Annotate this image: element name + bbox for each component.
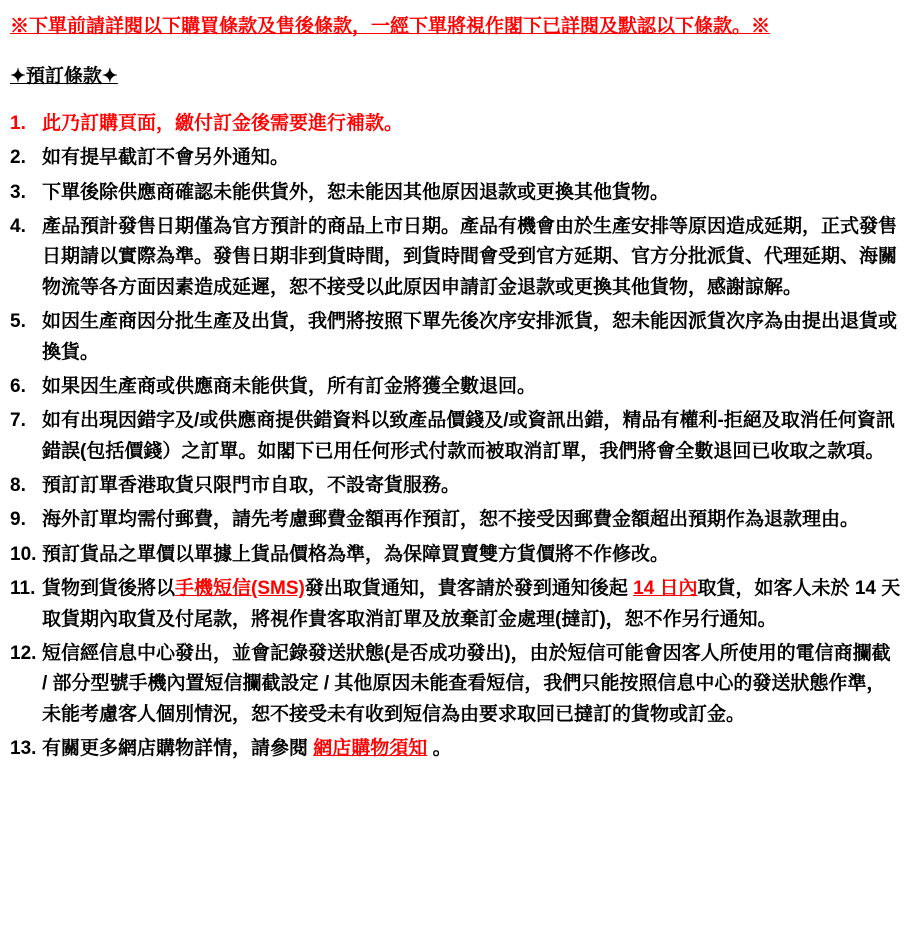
term-text-segment: 下單後除供應商確認未能供貨外，恕未能因其他原因退款或更換其他貨物。 (42, 181, 670, 203)
term-number: 3. (10, 181, 26, 203)
term-number: 8. (10, 475, 26, 497)
term-item (10, 212, 901, 303)
section-title-preorder-terms: ✦預訂條款✦ (10, 66, 118, 88)
term-text-segment: 產品預計發售日期僅為官方預計的商品上市日期。產品有機會由於生產安排等原因造成延期，正式發售日期請以實際為準。發售日期非到貨時間，到貨時間會受到官方延期、官方分批派貨、代理延期、海關物流等各方面因素造成延遲，恕不接受以此原因申請訂金退款或更換其他貨物，感謝諒解。 (42, 215, 898, 298)
term-text-segment: 短信經信息中心發出，並會記錄發送狀態(是否成功發出)，由於短信可能會因客人所使用的電信商攔截 / 部分型號手機內置短信攔截設定 / 其他原因未能查看短信，我們只能按照信息中心的發送狀態作準，未能考慮客人個別情況，恕不接受未有收到短信為由要求取回已撻訂的貨物或訂金。 (42, 643, 891, 725)
term-number: 7. (10, 410, 26, 432)
term-text (42, 406, 901, 467)
term-item (10, 574, 901, 635)
term-text-segment: 有關更多網店購物詳情，請參閱 (42, 738, 314, 760)
term-text-segment: 手機短信(SMS) (175, 578, 305, 600)
purchase-notice-heading: ※下單前請詳閱以下購買條款及售後條款，一經下單將視作閣下已詳閱及默認以下條款。※ (10, 16, 771, 37)
term-text (42, 212, 901, 303)
shop-notice-link[interactable]: 網店購物須知 (313, 738, 428, 760)
term-number: 13. (10, 738, 37, 760)
term-text-segment: 發出取貨通知，貴客請於發到通知後起 (304, 578, 634, 600)
term-item (10, 471, 901, 501)
term-item (10, 307, 901, 368)
term-text (42, 178, 901, 208)
terms-list (10, 109, 901, 765)
term-text-segment: 如有提早截訂不會另外通知。 (42, 147, 290, 169)
term-text (42, 143, 901, 173)
term-item (10, 178, 901, 208)
term-text-segment: 如果因生產商或供應商未能供貨，所有訂金將獲全數退回。 (42, 375, 537, 397)
term-item (10, 372, 901, 402)
term-number: 2. (10, 147, 26, 169)
term-text-segment: 此乃訂購頁面，繳付訂金後需要進行補款。 (42, 112, 404, 134)
term-text-segment: 14 日內 (633, 578, 698, 600)
term-item (10, 540, 901, 570)
term-item (10, 109, 901, 139)
term-text (42, 372, 901, 402)
term-text-segment: 貨物到貨後將以 (42, 578, 176, 600)
term-text-segment: 如有出現因錯字及/或供應商提供錯資料以致產品價錢及/或資訊出錯，精品有權利-拒絕及取消任何資訊錯誤(包括價錢）之訂單。如閣下已用任何形式付款而被取消訂單，我們將會全數退回已收取之款項。 (42, 410, 895, 462)
term-text (42, 307, 901, 368)
term-text (42, 574, 901, 635)
term-item (10, 639, 901, 730)
term-number: 12. (10, 643, 37, 665)
term-text-segment: 海外訂單均需付郵費，請先考慮郵費金額再作預訂，恕不接受因郵費金額超出預期作為退款理由。 (42, 509, 860, 531)
term-text-segment: 。 (427, 738, 452, 760)
term-text (42, 505, 901, 535)
term-number: 6. (10, 375, 26, 397)
term-number: 4. (10, 215, 26, 237)
term-number: 10. (10, 543, 37, 565)
term-text-segment: 取貨，如客人未於 14 天取貨期內取貨及付尾款，將視作貴客取消訂單及放棄訂金處理(撻訂)，恕不作另行通知。 (42, 578, 901, 630)
term-number: 5. (10, 311, 26, 333)
term-text-segment: 預訂訂單香港取貨只限門市自取，不設寄貨服務。 (42, 475, 461, 497)
term-item (10, 143, 901, 173)
term-item (10, 505, 901, 535)
term-text-segment: 預訂貨品之單價以單據上貨品價格為準，為保障買賣雙方貨價將不作修改。 (42, 543, 670, 565)
term-item (10, 406, 901, 467)
term-text (42, 109, 901, 139)
term-number: 11. (10, 578, 36, 600)
term-text (42, 734, 901, 764)
term-number: 1. (10, 112, 26, 134)
term-number: 9. (10, 509, 26, 531)
term-text-segment: 如因生產商因分批生產及出貨，我們將按照下單先後次序安排派貨，恕未能因派貨次序為由提出退貨或換貨。 (42, 311, 898, 363)
term-text (42, 540, 901, 570)
term-text (42, 639, 901, 730)
term-item (10, 734, 901, 764)
term-text (42, 471, 901, 501)
